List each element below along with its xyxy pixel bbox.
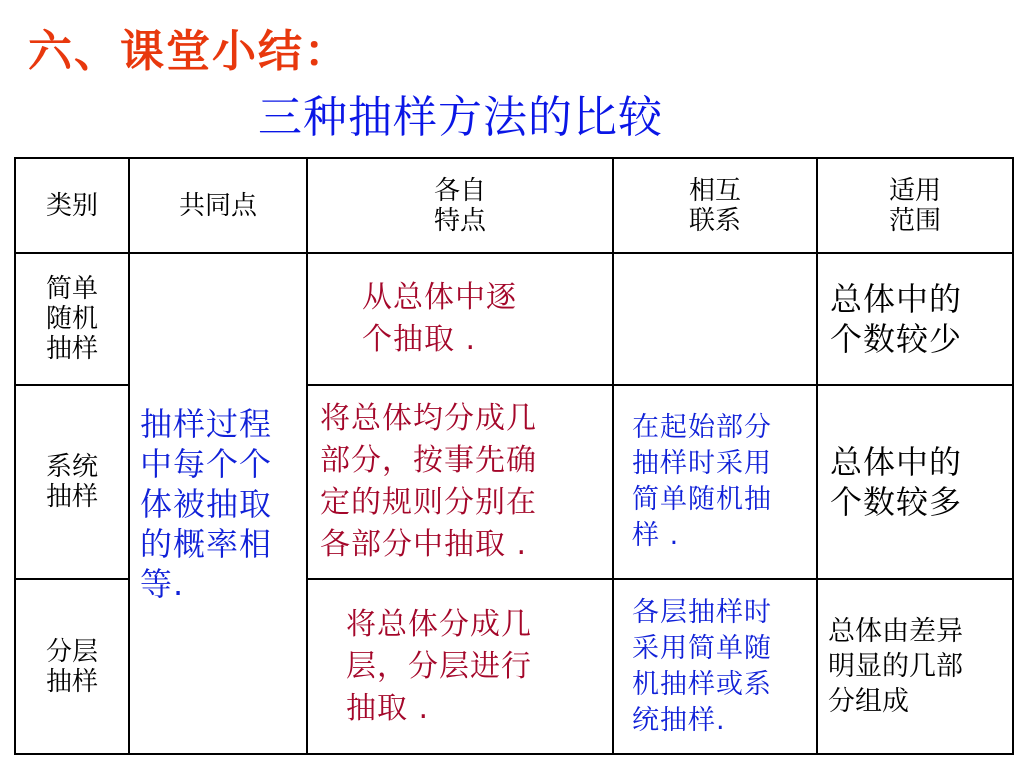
common-point-cell: 抽样过程 中每个个 体被抽取 的概率相 等. (140, 404, 273, 603)
row-category: 系统 抽样 (45, 452, 98, 512)
header-relation: 相互 联系 (688, 175, 741, 236)
slide-subtitle: 三种抽样方法的比较 (258, 92, 663, 143)
header-category: 类别 (45, 190, 98, 221)
header-scope: 适用 范围 (888, 175, 941, 236)
row-features: 将总体均分成几 部分，按事先确 定的规则分别在 各部分中抽取 . (320, 401, 537, 562)
row-relation (614, 254, 816, 384)
header-common: 共同点 (178, 190, 257, 221)
row-features: 从总体中逐 个抽取 . (362, 280, 517, 357)
row-scope: 总体中的 个数较少 (830, 280, 963, 358)
row-category: 分层 抽样 (45, 636, 98, 697)
comparison-table (14, 157, 1014, 755)
row-scope: 总体由差异 明显的几部 分组成 (828, 616, 963, 717)
row-features: 将总体分成几 层，分层进行 抽取 . (346, 606, 532, 726)
row-scope: 总体中的 个数较多 (830, 443, 963, 521)
slide-heading: 六、课堂小结： (28, 26, 350, 77)
row-relation: 在起始部分 抽样时采用 简单随机抽 样 . (632, 412, 772, 551)
row-relation: 各层抽样时 采用简单随 机抽样或系 统抽样. (632, 596, 772, 736)
row-category: 简单 随机 抽样 (45, 274, 98, 364)
header-features: 各自 特点 (433, 175, 486, 236)
